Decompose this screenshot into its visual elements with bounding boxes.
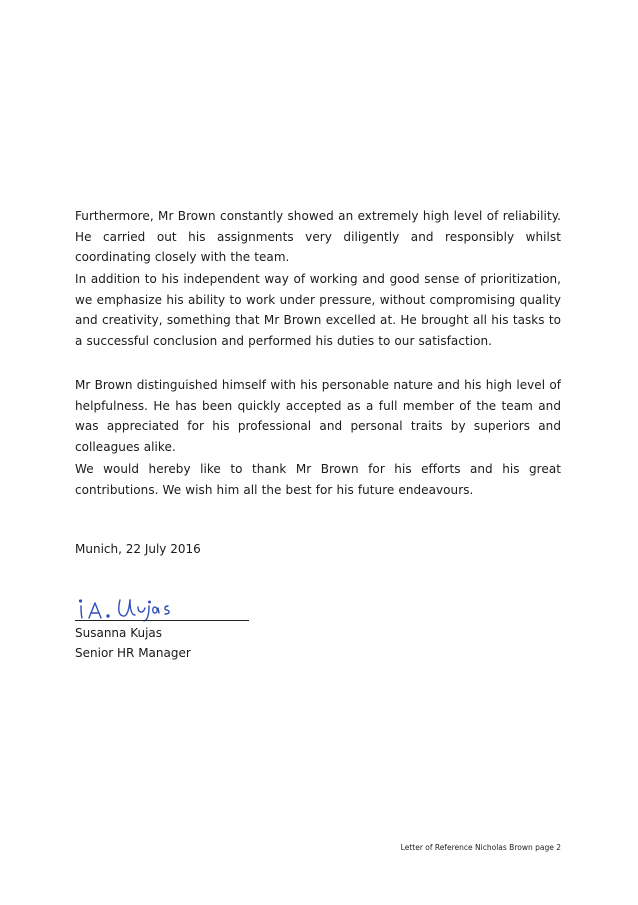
paragraph-thanks: We would hereby like to thank Mr Brown for his efforts and his great contributions. We wish him all the best for his future endeavours. xyxy=(75,462,561,497)
paragraph-work-under-pressure: In addition to his independent way of working and good sense of prioritization, we emphasize his ability to work under pressure, without compromising quality and creativity, something that Mr Brown excelled at. He brought all his tasks to a successful conclusion and performed his duties to our satisfaction. xyxy=(75,272,561,348)
place-and-date: Munich, 22 July 2016 xyxy=(75,542,201,556)
signer-name: Susanna Kujas xyxy=(75,626,163,640)
page-footer: Letter of Reference Nicholas Brown page 2 xyxy=(400,843,561,852)
handwritten-signature xyxy=(75,582,250,622)
paragraph-personable-nature: Mr Brown distinguished himself with his personable nature and his high level of helpfulness. He has been quickly accepted as a full member of the team and was appreciated for his professional and personal traits by superiors and colleagues alike. xyxy=(75,378,561,454)
signature-line xyxy=(75,620,249,621)
signer-title: Senior HR Manager xyxy=(75,646,191,660)
paragraph-reliability: Furthermore, Mr Brown constantly showed an extremely high level of reliability. He carried out his assignments very diligently and responsibly whilst coordinating closely with the team. xyxy=(75,209,561,264)
